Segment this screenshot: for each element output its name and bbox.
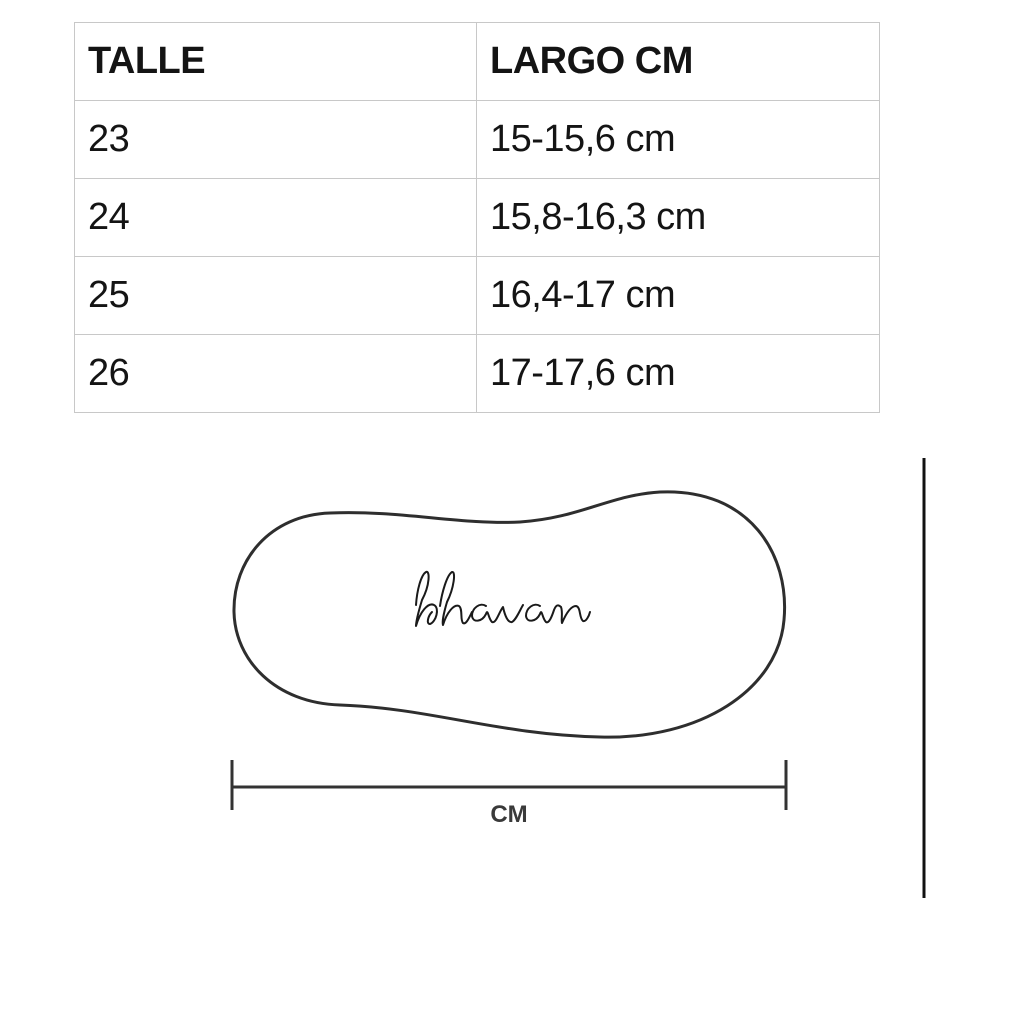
measure-label: CM	[490, 801, 528, 828]
header-largo-cm: LARGO CM	[477, 23, 880, 101]
size-cell: 23	[75, 101, 477, 179]
size-cell: 24	[75, 179, 477, 257]
size-cell: 25	[75, 257, 477, 335]
length-cell: 15,8-16,3 cm	[477, 179, 880, 257]
signature-watermark	[416, 572, 590, 626]
insole-outline	[234, 492, 785, 737]
length-cell: 16,4-17 cm	[477, 257, 880, 335]
length-cell: 17-17,6 cm	[477, 335, 880, 413]
length-cell: 15-15,6 cm	[477, 101, 880, 179]
size-cell: 26	[75, 335, 477, 413]
header-talle: TALLE	[75, 23, 477, 101]
